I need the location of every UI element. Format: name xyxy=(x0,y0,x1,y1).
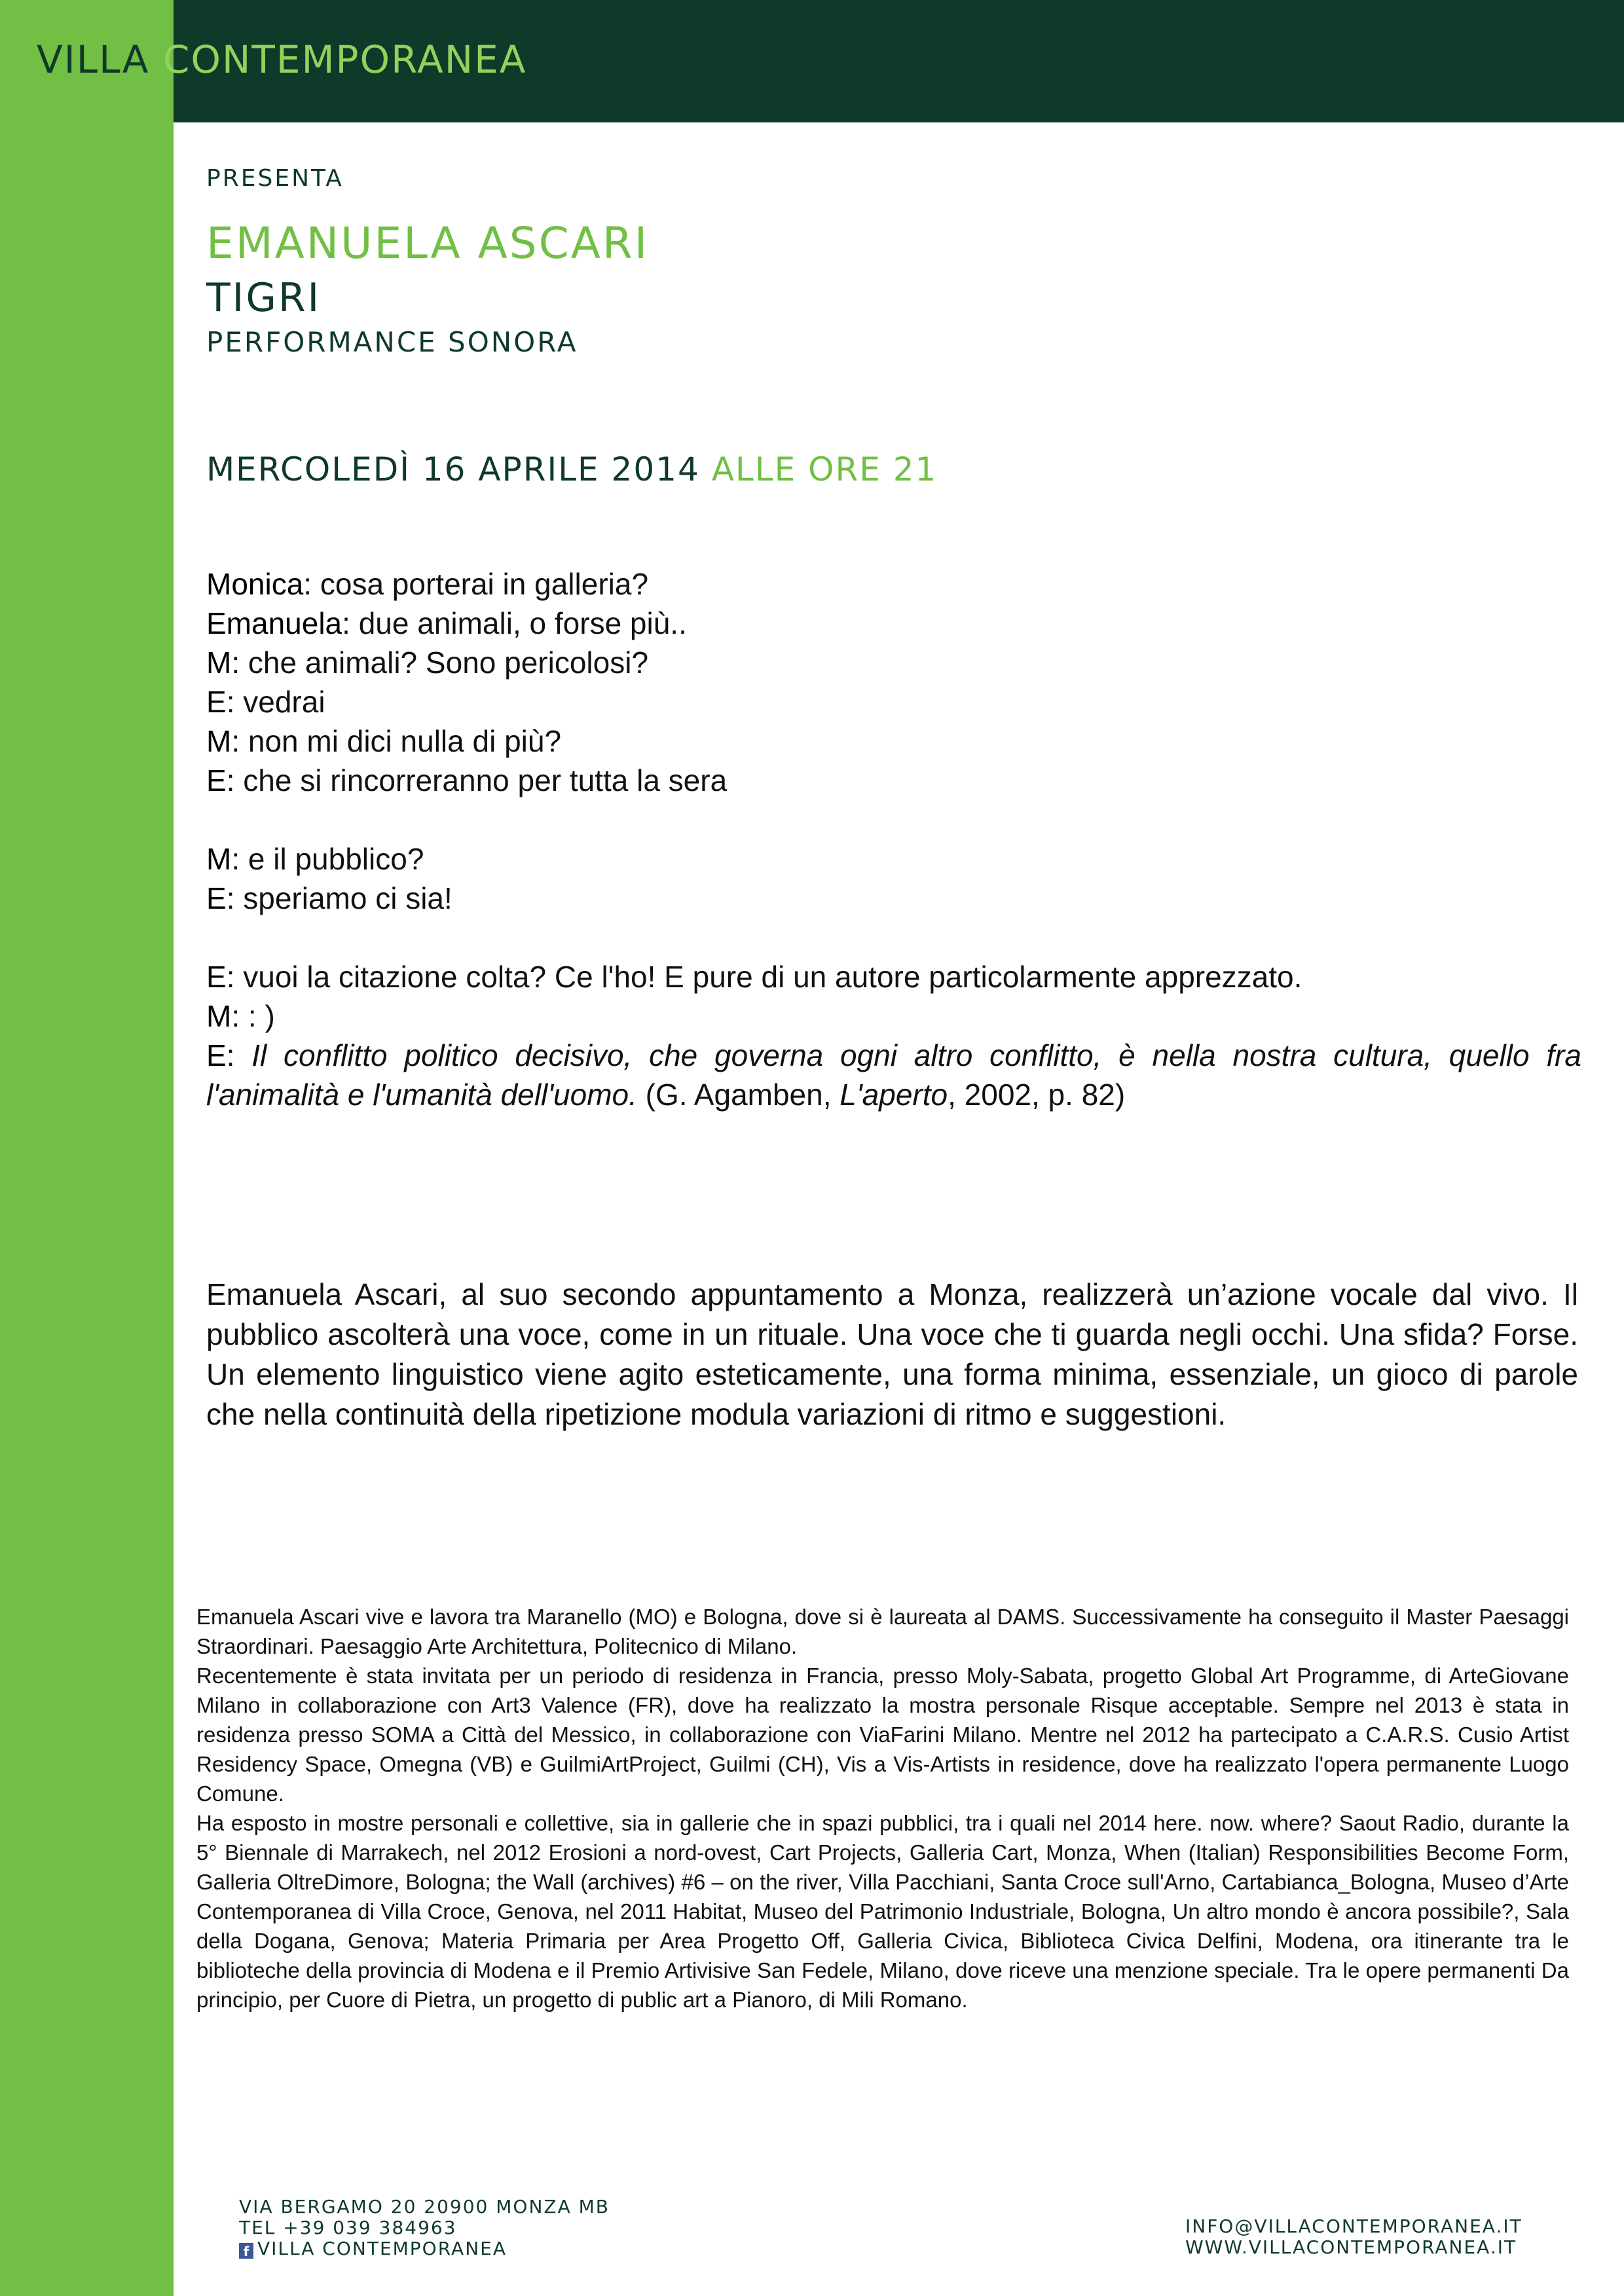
event-time: ALLE ORE 21 xyxy=(711,450,938,488)
spacer xyxy=(206,918,1581,957)
speaker: M xyxy=(206,724,232,758)
line-text: : : ) xyxy=(231,999,275,1033)
bio-paragraph: Recentemente è stata invitata per un periodo di residenza in Francia, presso Moly-Sabata, progetto Global Art Programme, di ArteGiovane Milano in collaborazione con Art3 Valence (FR), dove ha realizzato la mostra personale Risque acceptable. Sempre nel 2013 è stata in residenza presso SOMA a Città del Messico, in collaborazione con ViaFarini Milano. Mentre nel 2012 ha partecipato a C.A.R.S. Cusio Artist Residency Space, Omegna (VB) e GuilmiArtProject, Guilmi (CH), Vis a Vis-Artists in residence, dove ha realizzato l'opera permanente Luogo Comune. xyxy=(196,1664,1569,1806)
event-day: MERCOLEDÌ 16 APRILE 2014 xyxy=(206,450,700,488)
artist-bio xyxy=(196,1602,1569,2014)
line-text: : cosa porterai in galleria? xyxy=(303,567,649,601)
facebook-label: VILLA CONTEMPORANEA xyxy=(257,2238,507,2259)
speaker: M xyxy=(206,842,232,876)
dialogue-line xyxy=(206,839,1581,879)
dialogue-line xyxy=(206,682,1581,721)
work-title: TIGRI xyxy=(206,275,322,321)
bio-paragraph: Ha esposto in mostre personali e collettive, sia in gallerie che in spazi pubblici, tra i quali nel 2014 here. now. where? Saout Radio, durante la 5° Biennale di Marrakech, nel 2012 Erosioni a nord-ovest, Cart Projects, Galleria Cart, Monza, When (Italian) Responsibilities Become Form, Galleria OltreDimore, Bologna; the Wall (archives) #6 – on the river, Villa Pacchiani, Santa Croce sull'Arno, Cartabianca_Bologna, Museo d’Arte Contemporanea di Villa Croce, Genova, nel 2011 Habitat, Museo del Patrimonio Industriale, Bologna, Un altro mondo è ancora possibile?, Sala della Dogana, Genova; Materia Primaria per Area Progetto Off, Galleria Civica, Biblioteca Civica Delfini, Modena, ora itinerante tra le biblioteche della provincia di Modena e il Premio Artivisive San Fedele, Milano, dove riceve una menzione speciale. Tra le opere permanenti Da principio, per Cuore di Pietra, un progetto di public art a Pianoro, di Mili Romano. xyxy=(196,1811,1569,2012)
citation-a: (G. Agamben, xyxy=(637,1078,840,1112)
dialogue-line xyxy=(206,604,1581,643)
line-text: : vuoi la citazione colta? Ce l'ho! E pure di un autore particolarmente apprezzato. xyxy=(226,960,1302,994)
line-sep: : xyxy=(226,1038,252,1072)
title-villa: VILLA xyxy=(37,37,150,82)
speaker: M xyxy=(206,999,232,1033)
agamben-quote: Il conflitto politico decisivo, che governa ogni altro conflitto, è nella nostra cultura, quello fra l'animalità e l'umanità dell'uomo. xyxy=(206,1038,1582,1112)
dialogue-line xyxy=(206,643,1581,682)
speaker: E xyxy=(206,685,227,719)
line-text: : che animali? Sono pericolosi? xyxy=(231,646,649,680)
dialogue-line xyxy=(206,761,1581,800)
bio-paragraph: Emanuela Ascari vive e lavora tra Maranello (MO) e Bologna, dove si è laureata al DAMS. Successivamente ha conseguito il Master Paesaggi Straordinari. Paesaggio Arte Architettura, Politecnico di Milano. xyxy=(196,1605,1569,1658)
facebook-icon: f xyxy=(239,2243,253,2259)
dialogue-line xyxy=(206,879,1581,918)
speaker: Emanuela xyxy=(206,606,342,640)
dialogue-line xyxy=(206,721,1581,761)
performance-description: Emanuela Ascari, al suo secondo appuntamento a Monza, realizzerà un’azione vocale dal vivo. Il pubblico ascolterà una voce, come in un rituale. Una voce che ti guarda negli occhi. Una sfida? Forse. Un elemento linguistico viene agito esteticamente, una forma minima, essenziale, un gioco di parole che nella continuità della ripetizione modula variazioni di ritmo e suggestioni. xyxy=(206,1277,1578,1431)
event-date xyxy=(206,450,937,488)
page-title xyxy=(37,37,527,82)
speaker: E xyxy=(206,1038,227,1072)
dialogue-line xyxy=(206,564,1581,604)
dialogue xyxy=(206,564,1581,1114)
speaker: E xyxy=(206,881,227,915)
line-text: : che si rincorreranno per tutta la sera xyxy=(226,763,728,797)
speaker: M xyxy=(206,646,232,680)
work-type: PERFORMANCE SONORA xyxy=(206,326,578,358)
line-text: : due animali, o forse più.. xyxy=(342,606,687,640)
spacer xyxy=(206,800,1581,839)
citation-book: L'aperto xyxy=(840,1078,948,1112)
speaker: E xyxy=(206,763,227,797)
citation-b: , 2002, p. 82) xyxy=(948,1078,1126,1112)
dialogue-line xyxy=(206,996,1581,1036)
footer-address: VIA BERGAMO 20 20900 MONZA MB xyxy=(239,2196,610,2217)
artist-name: EMANUELA ASCARI xyxy=(206,218,650,268)
footer-website[interactable]: WWW.VILLACONTEMPORANEA.IT xyxy=(1185,2236,1517,2258)
speaker: E xyxy=(206,960,227,994)
speaker: Monica xyxy=(206,567,304,601)
title-contemporanea: CONTEMPORANEA xyxy=(162,37,527,82)
line-text: : speriamo ci sia! xyxy=(226,881,452,915)
footer-email[interactable]: INFO@VILLACONTEMPORANEA.IT xyxy=(1185,2215,1522,2237)
footer-contacts xyxy=(239,2196,610,2259)
line-text: : e il pubblico? xyxy=(231,842,424,876)
footer-phone: TEL +39 039 384963 xyxy=(239,2217,457,2238)
line-text: : non mi dici nulla di più? xyxy=(231,724,562,758)
line-text: : vedrai xyxy=(226,685,325,719)
presenta-label: PRESENTA xyxy=(206,165,344,192)
dialogue-line xyxy=(206,957,1581,996)
footer-web xyxy=(1185,2216,1522,2258)
dialogue-quote-line xyxy=(206,1036,1581,1114)
footer-facebook[interactable] xyxy=(239,2238,610,2259)
left-green-bar xyxy=(0,0,174,2296)
